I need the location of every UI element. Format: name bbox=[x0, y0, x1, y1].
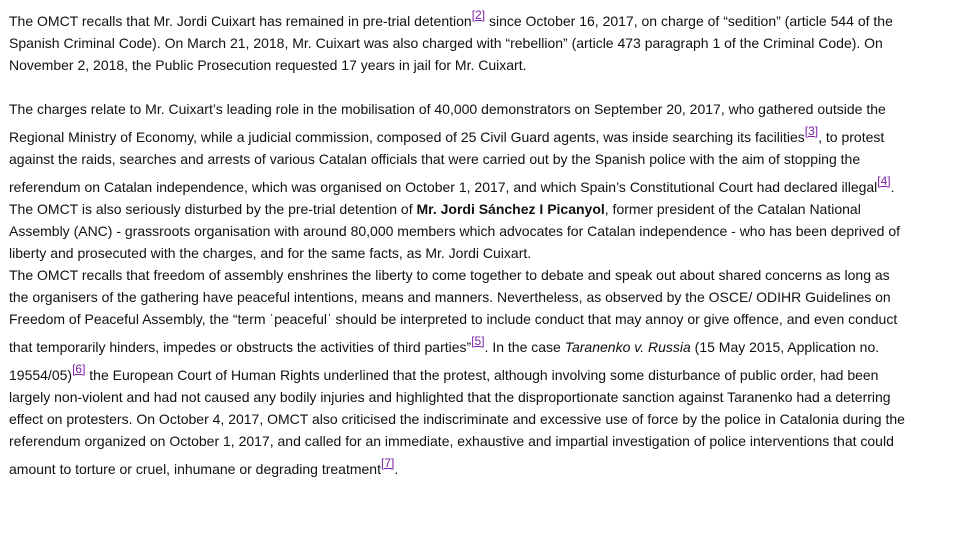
text-line bbox=[9, 176, 954, 198]
text-run: referendum on Catalan independence, which was organised on October 1, 2017, and which Spain’s Constitutional Court had declared illegal bbox=[9, 179, 878, 195]
footnote-link-3[interactable]: [3] bbox=[804, 124, 819, 138]
text-run: The charges relate to Mr. Cuixart’s leading role in the mobilisation of 40,000 demonstrators on September 20, 2017, who gathered outside the bbox=[9, 101, 886, 117]
text-run: The OMCT is also seriously disturbed by the pre-trial detention of bbox=[9, 201, 417, 217]
paragraph-freedom-of-assembly bbox=[9, 264, 954, 480]
text-run: amount to torture or cruel, inhumane or degrading treatment bbox=[9, 461, 381, 477]
text-run: , former president of the Catalan National bbox=[604, 201, 861, 217]
text-run: . In the case bbox=[484, 339, 565, 355]
text-line bbox=[9, 220, 954, 242]
text-run: largely non-violent and had not caused any bodily injuries and highlighted that the disproportionate sanction against Taranenko had a deterring bbox=[9, 389, 891, 405]
text-run: Freedom of Peaceful Assembly, the “term ˈpeacefulˈ should be interpreted to include conduct that may annoy or give offence, and even conduct bbox=[9, 311, 898, 327]
text-run: (15 May 2015, Application no. bbox=[690, 339, 880, 355]
paragraph-sanchez bbox=[9, 198, 954, 264]
text-line bbox=[9, 308, 954, 330]
text-run: 19554/05) bbox=[9, 367, 73, 383]
text-run: Regional Ministry of Economy, while a judicial commission, composed of 25 Civil Guard agents, was inside searching its facilities bbox=[9, 129, 805, 145]
text-line bbox=[9, 264, 954, 286]
text-run: referendum organized on October 1, 2017, and called for an immediate, exhaustive and impartial investigation of police interventions that could bbox=[9, 433, 894, 449]
text-line bbox=[9, 458, 954, 480]
text-line bbox=[9, 386, 954, 408]
text-run: The OMCT recalls that freedom of assembly enshrines the liberty to come together to debate and speak out about shared concerns as long as bbox=[9, 267, 890, 283]
text-line bbox=[9, 336, 954, 358]
text-run: Assembly (ANC) - grassroots organisation with around 80,000 members which advocates for Catalan independence - who has been deprived of bbox=[9, 223, 901, 239]
text-run: , to protest bbox=[818, 129, 885, 145]
text-run: November 2, 2018, the Public Prosecution requested 17 years in jail for Mr. Cuixart. bbox=[9, 57, 527, 73]
paragraph-charges bbox=[9, 98, 954, 198]
text-line bbox=[9, 54, 954, 76]
text-line bbox=[9, 148, 954, 170]
text-line bbox=[9, 430, 954, 452]
text-line bbox=[9, 364, 954, 386]
footnote-link-7[interactable]: [7] bbox=[380, 456, 395, 470]
text-line bbox=[9, 286, 954, 308]
text-line bbox=[9, 126, 954, 148]
footnote-link-5[interactable]: [5] bbox=[471, 334, 485, 348]
footnote-link-6[interactable]: [6] bbox=[72, 362, 86, 376]
text-run: The OMCT recalls that Mr. Jordi Cuixart has remained in pre-trial detention bbox=[9, 13, 472, 29]
text-line bbox=[9, 32, 954, 54]
text-run: that temporarily hinders, impedes or obstructs the activities of third parties” bbox=[9, 339, 472, 355]
text-run: the European Court of Human Rights underlined that the protest, although involving some disturbance of public order, had been bbox=[85, 367, 879, 383]
case-name: Taranenko v. Russia bbox=[564, 339, 691, 355]
text-line bbox=[9, 98, 954, 120]
text-run: against the raids, searches and arrests of various Catalan officials that were carried out by the Spanish police with the aim of stopping the bbox=[9, 151, 861, 167]
text-run: effect on protesters. On October 4, 2017, OMCT also criticised the indiscriminate and excessive use of force by the police in Catalonia during the bbox=[9, 411, 905, 427]
text-run: liberty and prosecuted with the charges, and for the same facts, as Mr. Jordi Cuixart. bbox=[9, 245, 532, 261]
bold-name: Mr. Jordi Sánchez I Picanyol bbox=[416, 201, 605, 217]
text-line bbox=[9, 10, 954, 32]
text-line bbox=[9, 242, 954, 264]
text-run: Spanish Criminal Code). On March 21, 2018, Mr. Cuixart was also charged with “rebellion” (article 473 paragraph 1 of the Criminal Code). On bbox=[9, 35, 883, 51]
document-body bbox=[9, 10, 954, 480]
text-line bbox=[9, 198, 954, 220]
paragraph-cuixart-detention bbox=[9, 10, 954, 76]
text-line bbox=[9, 408, 954, 430]
text-run: . bbox=[890, 179, 895, 195]
paragraph-spacer bbox=[9, 76, 954, 98]
text-run: the organisers of the gathering have peaceful intentions, means and manners. Nevertheless, as observed by the OSCE/ ODIHR Guidelines on bbox=[9, 289, 891, 305]
text-run: since October 16, 2017, on charge of “sedition” (article 544 of the bbox=[485, 13, 893, 29]
footnote-link-4[interactable]: [4] bbox=[877, 174, 891, 188]
text-run: . bbox=[394, 461, 399, 477]
footnote-link-2[interactable]: [2] bbox=[471, 8, 486, 22]
